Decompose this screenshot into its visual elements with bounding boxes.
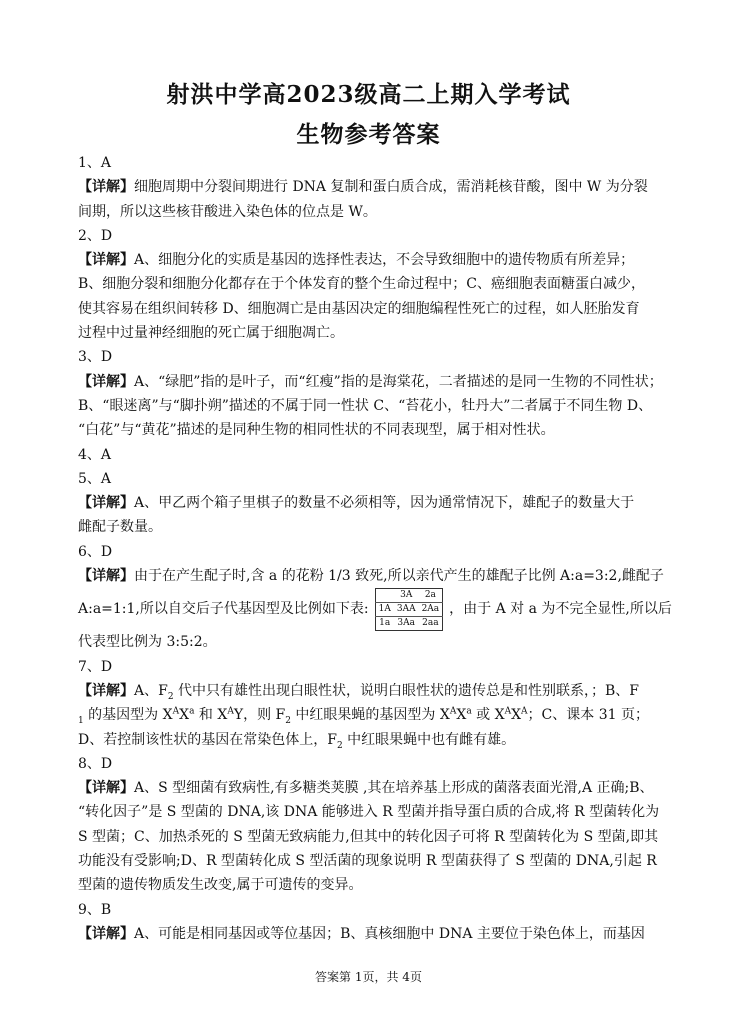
answer-number: 5、A xyxy=(78,470,112,487)
detail-text: A、F xyxy=(134,682,168,699)
answer-number: 8、D xyxy=(78,755,113,772)
table-cell: 3AA xyxy=(394,602,419,616)
detail-text: A、细胞分化的实质是基因的选择性表达，不会导致细胞中的遗传物质有所差异； xyxy=(134,252,635,269)
detail-line: 功能没有受影响;D、R 型菌转化成 S 型活菌的现象说明 R 型菌获得了 S 型菌的 DNA,引起 R xyxy=(78,853,657,870)
superscript: a xyxy=(189,706,195,717)
detail-text: A、甲乙两个箱子里棋子的数量不必须相等，因为通常情况下，雄配子的数量大于 xyxy=(134,495,635,512)
subscript: 1 xyxy=(78,716,84,727)
detail-text: 中红眼果蝇中也有雌有雄。 xyxy=(342,731,516,748)
detail-line xyxy=(78,922,664,946)
detail-label: 【详解】 xyxy=(78,780,134,797)
detail-text: X xyxy=(179,707,190,724)
detail-text: 中红眼果蝇的基因型为 X xyxy=(290,707,450,724)
superscript: A xyxy=(227,706,234,717)
genotype-table xyxy=(375,588,444,631)
detail-text: 和 X xyxy=(194,707,228,724)
detail-line: B、“眼迷离”与“脚扑朔”描述的不属于同一性状 C、“苔花小，牡丹大”二者属于不同生物 D、 xyxy=(78,397,653,414)
detail-line: 代表型比例为 3:5:2。 xyxy=(78,634,217,651)
detail-line xyxy=(78,370,664,394)
superscript: A xyxy=(504,706,512,717)
detail-label: 【详解】 xyxy=(78,925,134,942)
page-footer: 答案第 1页，共 4页 xyxy=(315,970,422,984)
table-row xyxy=(375,602,443,616)
subscript: 2 xyxy=(336,740,343,751)
table-cell: 1A xyxy=(375,602,394,616)
detail-text: 的基因型为 X xyxy=(83,707,173,724)
answer-number: 9、B xyxy=(78,901,112,918)
table-cell xyxy=(375,588,394,602)
subscript: 2 xyxy=(285,716,291,727)
table-cell: 2Aa xyxy=(419,602,443,616)
detail-label: 【详解】 xyxy=(78,495,134,512)
page-subtitle: 生物参考答案 xyxy=(296,121,441,148)
detail-text: ；C、课本 31 页； xyxy=(527,707,649,724)
table-cell: 1a xyxy=(375,616,394,630)
table-cell: 2a xyxy=(424,589,436,600)
detail-text: D、若控制该性状的基因在常染色体上，F xyxy=(78,731,337,748)
detail-label: 【详解】 xyxy=(78,568,134,585)
detail-line: 过程中过量神经细胞的死亡属于细胞凋亡。 xyxy=(78,325,344,342)
detail-line xyxy=(78,679,664,703)
superscript: A xyxy=(521,706,528,717)
detail-text: 细胞周期中分裂间期进行 DNA 复制和蛋白质合成，需消耗核苷酸，图中 W 为分裂 xyxy=(134,179,648,196)
detail-line: “白花”与“黄花”描述的是同种生物的相同性状的不同表现型，属于相对性状。 xyxy=(78,422,555,439)
detail-text: 由于在产生配子时,含 a 的花粉 1/3 致死,所以亲代产生的雄配子比例 A:a=3:2,雌配子 xyxy=(134,568,664,585)
detail-line-with-table xyxy=(78,588,672,630)
detail-text: A:a=1:1,所以自交后子代基因型及比例如下表: xyxy=(78,601,369,618)
detail-text: X xyxy=(511,707,522,724)
table-row xyxy=(375,588,443,602)
detail-line: B、细胞分裂和细胞分化都存在于个体发育的整个生命过程中；C、癌细胞表面糖蛋白减少， xyxy=(78,276,645,293)
answer-number: 3、D xyxy=(78,349,113,366)
detail-label: 【详解】 xyxy=(78,682,134,699)
detail-text: 或 X xyxy=(471,707,505,724)
detail-line: 间期，所以这些核苷酸进入染色体的位点是 W。 xyxy=(78,203,377,220)
page-title: 射洪中学高2023级高二上期入学考试 xyxy=(166,81,571,108)
subscript: 2 xyxy=(167,691,174,702)
detail-line xyxy=(78,491,664,515)
detail-line: S 型菌；C、加热杀死的 S 型菌无致病能力,但其中的转化因子可将 R 型菌转化为 S 型菌,即其 xyxy=(78,828,659,845)
detail-line xyxy=(78,728,664,752)
detail-line: 使其容易在组织间转移 D、细胞凋亡是由基因决定的细胞编程性死亡的过程，如人胚胎发育 xyxy=(78,300,640,317)
table-cell: 3A xyxy=(400,589,413,600)
answer-number: 1、A xyxy=(78,155,112,171)
detail-text: A、“绿肥”指的是叶子，而“红瘦”指的是海棠花，二者描述的是同一生物的不同性状； xyxy=(134,373,663,390)
detail-line xyxy=(78,703,664,727)
detail-line: 雌配子数量。 xyxy=(78,519,162,536)
detail-line: “转化因子”是 S 型菌的 DNA,该 DNA 能够进入 R 型菌并指导蛋白质的合成,将 R 型菌转化为 xyxy=(78,804,660,821)
table-row xyxy=(375,616,443,630)
detail-label: 【详解】 xyxy=(78,179,134,196)
detail-line: 型菌的遗传物质发生改变,属于可遗传的变异。 xyxy=(78,877,363,894)
detail-text: Y，则 F xyxy=(233,707,286,724)
table-cell: 3Aa xyxy=(394,616,419,630)
detail-line xyxy=(78,776,664,800)
superscript: a xyxy=(466,706,472,717)
detail-text: A、S 型细菌有致病性,有多糖类荚膜 ,其在培养基上形成的菌落表面光滑,A 正确;B、 xyxy=(134,780,654,797)
superscript: A xyxy=(172,706,180,717)
superscript: A xyxy=(449,706,457,717)
detail-text: A、可能是相同基因或等位基因；B、真核细胞中 DNA 主要位于染色体上，而基因 xyxy=(134,925,645,942)
detail-line xyxy=(78,175,664,199)
detail-text: ，由于 A 对 a 为不完全显性,所以后 xyxy=(449,601,672,618)
answer-number: 6、D xyxy=(78,543,113,560)
detail-label: 【详解】 xyxy=(78,252,134,269)
table-cell: 2aa xyxy=(419,616,443,630)
answer-number: 2、D xyxy=(78,227,113,244)
detail-text: X xyxy=(456,707,467,724)
detail-text: 代中只有雄性出现白眼性状，说明白眼性状的遗传总是和性别联系，；B、F xyxy=(173,682,640,699)
detail-label: 【详解】 xyxy=(78,373,134,390)
answer-number: 4、A xyxy=(78,446,112,463)
answer-content xyxy=(78,151,672,946)
detail-line xyxy=(78,248,664,272)
answer-number: 7、D xyxy=(78,658,113,675)
detail-line xyxy=(78,564,664,588)
